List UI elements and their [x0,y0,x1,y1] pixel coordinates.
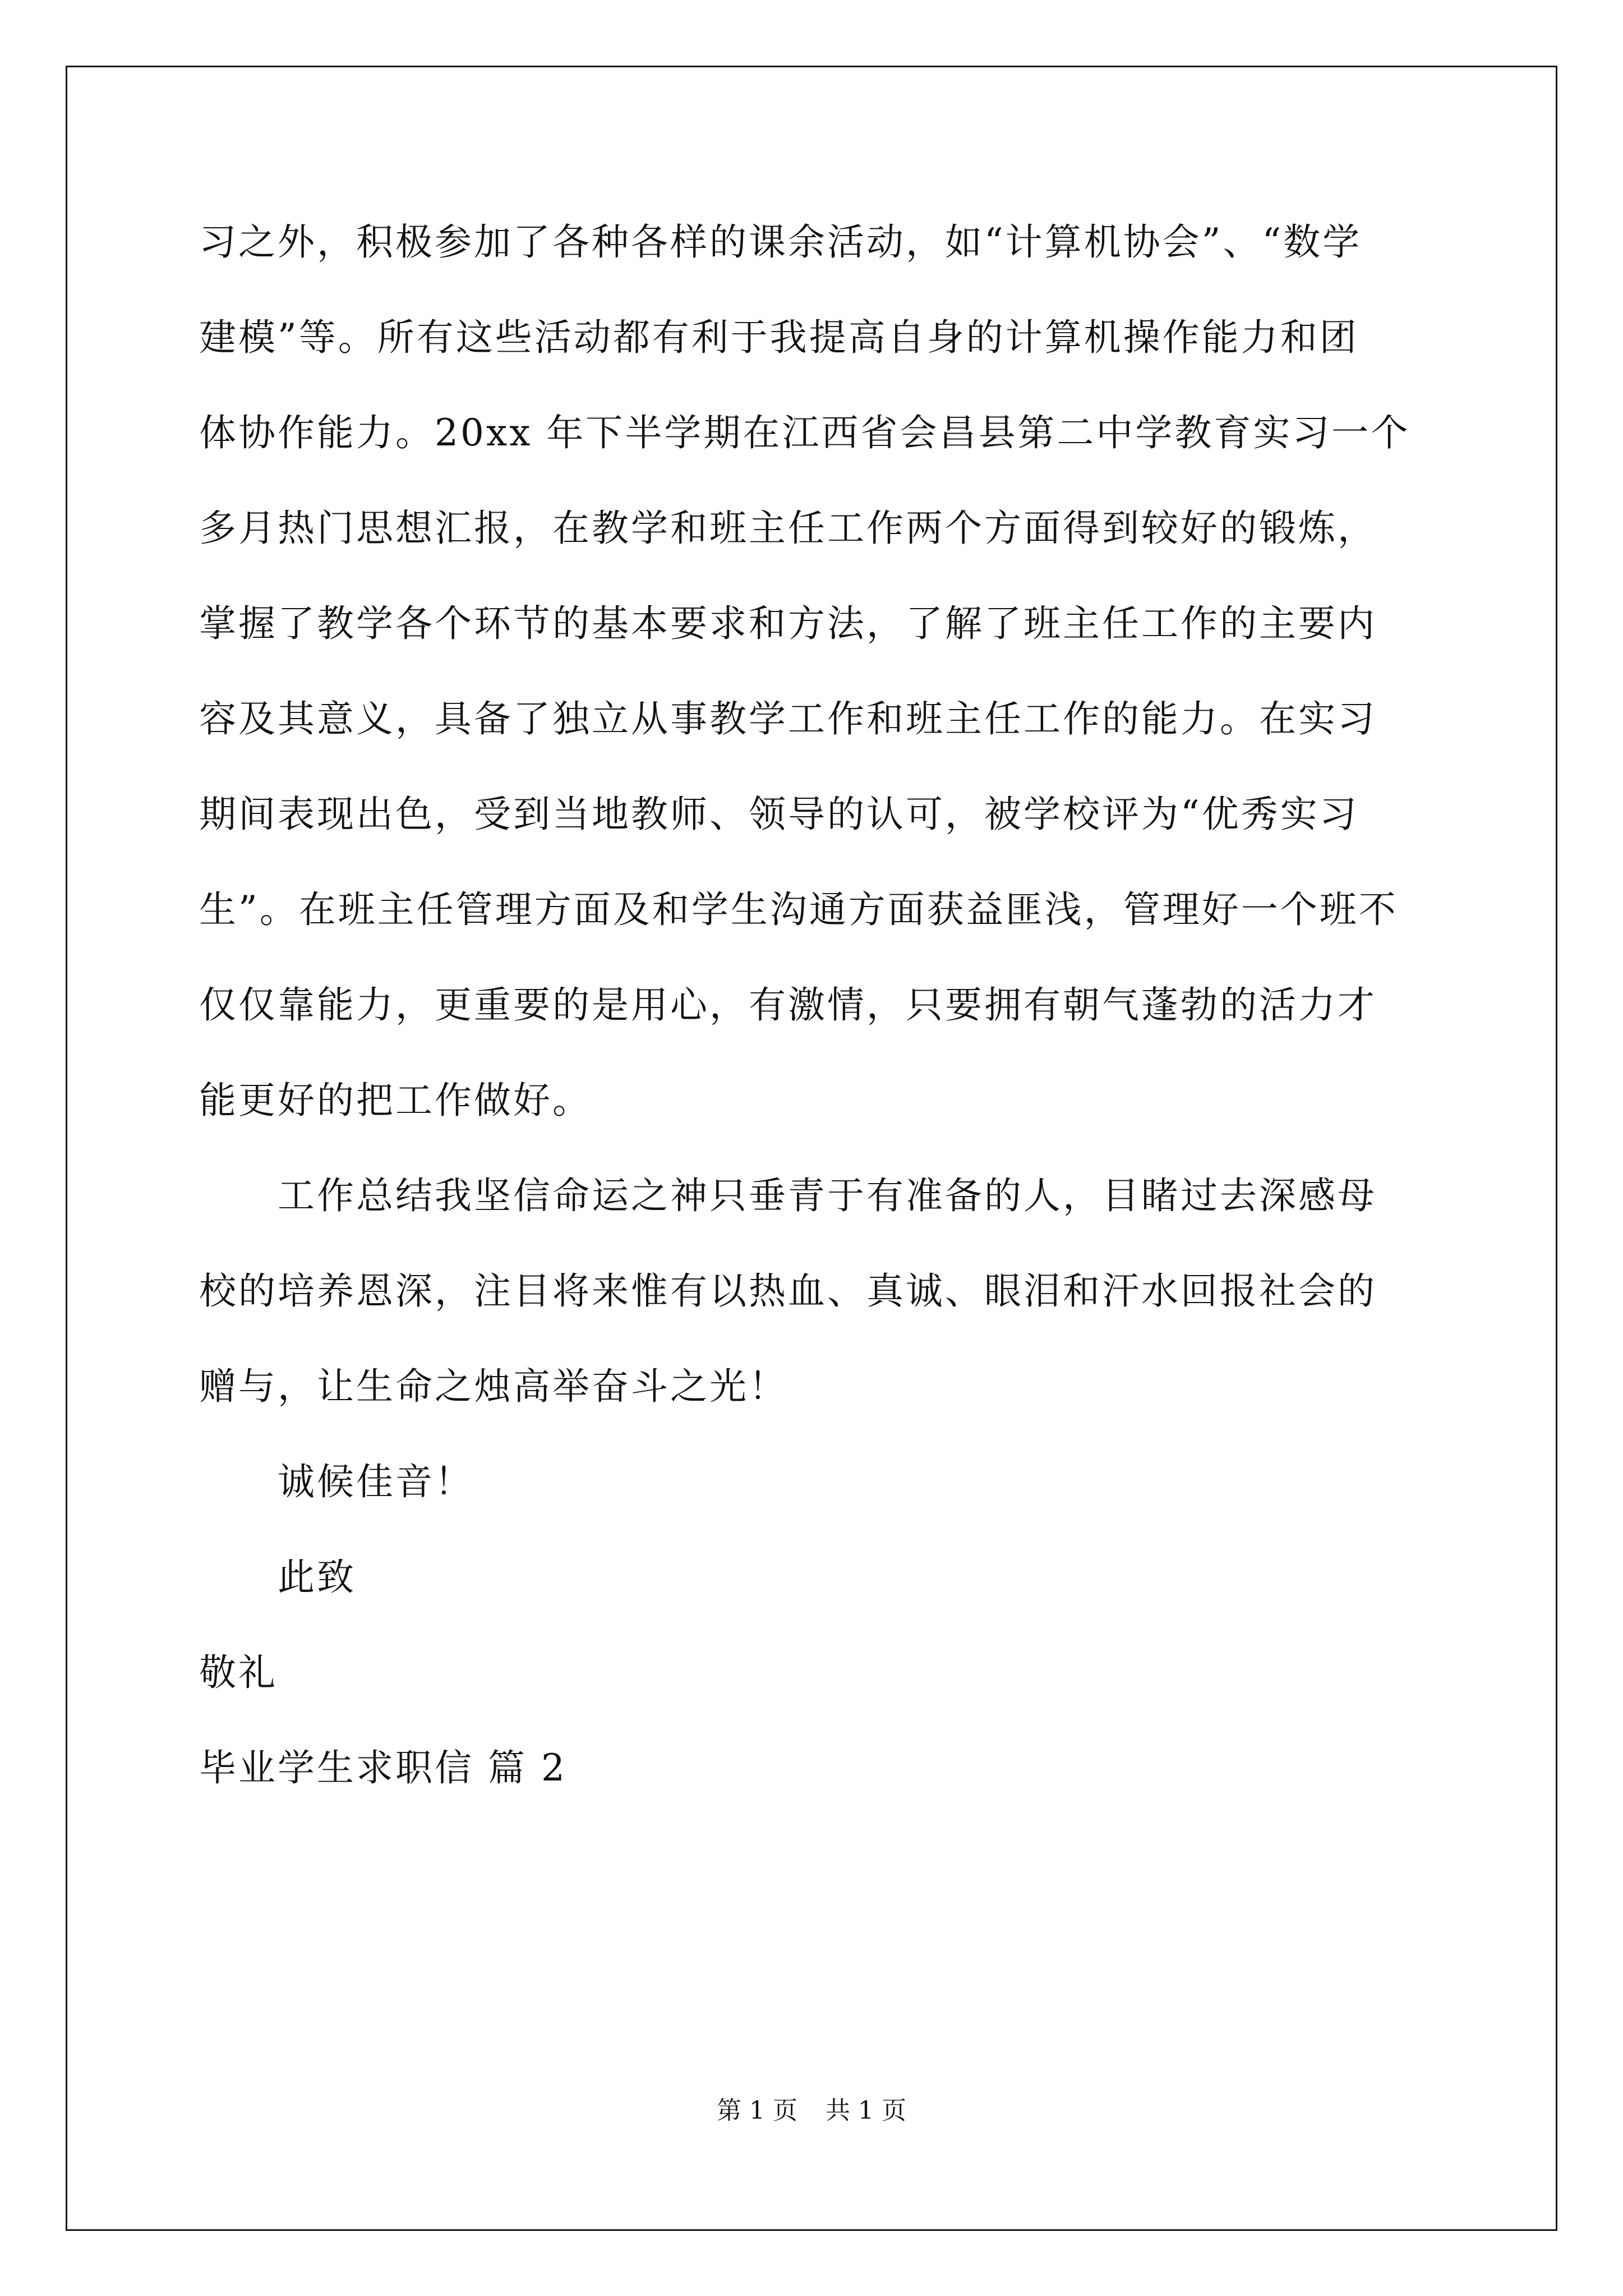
page-total: 共 1 页 [826,2096,906,2125]
closing-line: 诚候佳音！ [278,1460,474,1503]
paragraph-line: 期间表现出色，受到当地教师、领导的认可，被学校评为“优秀实习 [199,793,1359,836]
closing-line: 敬礼 [199,1651,278,1694]
paragraph-line: 生”。在班主任管理方面及和学生沟通方面获益匪浅，管理好一个班不 [199,888,1398,931]
closing-line: 此致 [278,1556,356,1599]
paragraph-line: 容及其意义，具备了独立从事教学工作和班主任工作的能力。在实习 [199,697,1377,740]
page-border [66,66,1557,2231]
paragraph-line: 工作总结我坚信命运之神只垂青于有准备的人，目睹过去深感母 [278,1174,1377,1217]
paragraph-line: 习之外，积极参加了各种各样的课余活动，如“计算机协会”、“数学 [199,220,1362,264]
paragraph-line: 赠与，让生命之烛高举奋斗之光！ [199,1365,788,1408]
paragraph-line: 掌握了教学各个环节的基本要求和方法，了解了班主任工作的主要内 [199,602,1377,645]
paragraph-line: 体协作能力。20xx 年下半学期在江西省会昌县第二中学教育实习一个 [199,411,1410,454]
paragraph-line: 多月热门思想汇报，在教学和班主任工作两个方面得到较好的锻炼， [199,507,1377,550]
page-footer [0,2095,1623,2127]
paragraph-line: 校的培养恩深，注目将来惟有以热血、真诚、眼泪和汗水回报社会的 [199,1269,1377,1313]
paragraph-line: 能更好的把工作做好。 [199,1079,592,1122]
page-number: 第 1 页 [717,2096,797,2125]
paragraph-line: 建模”等。所有这些活动都有利于我提高自身的计算机操作能力和团 [199,316,1359,359]
section-heading: 毕业学生求职信 篇 2 [199,1746,567,1789]
paragraph-line: 仅仅靠能力，更重要的是用心，有激情，只要拥有朝气蓬勃的活力才 [199,983,1377,1027]
